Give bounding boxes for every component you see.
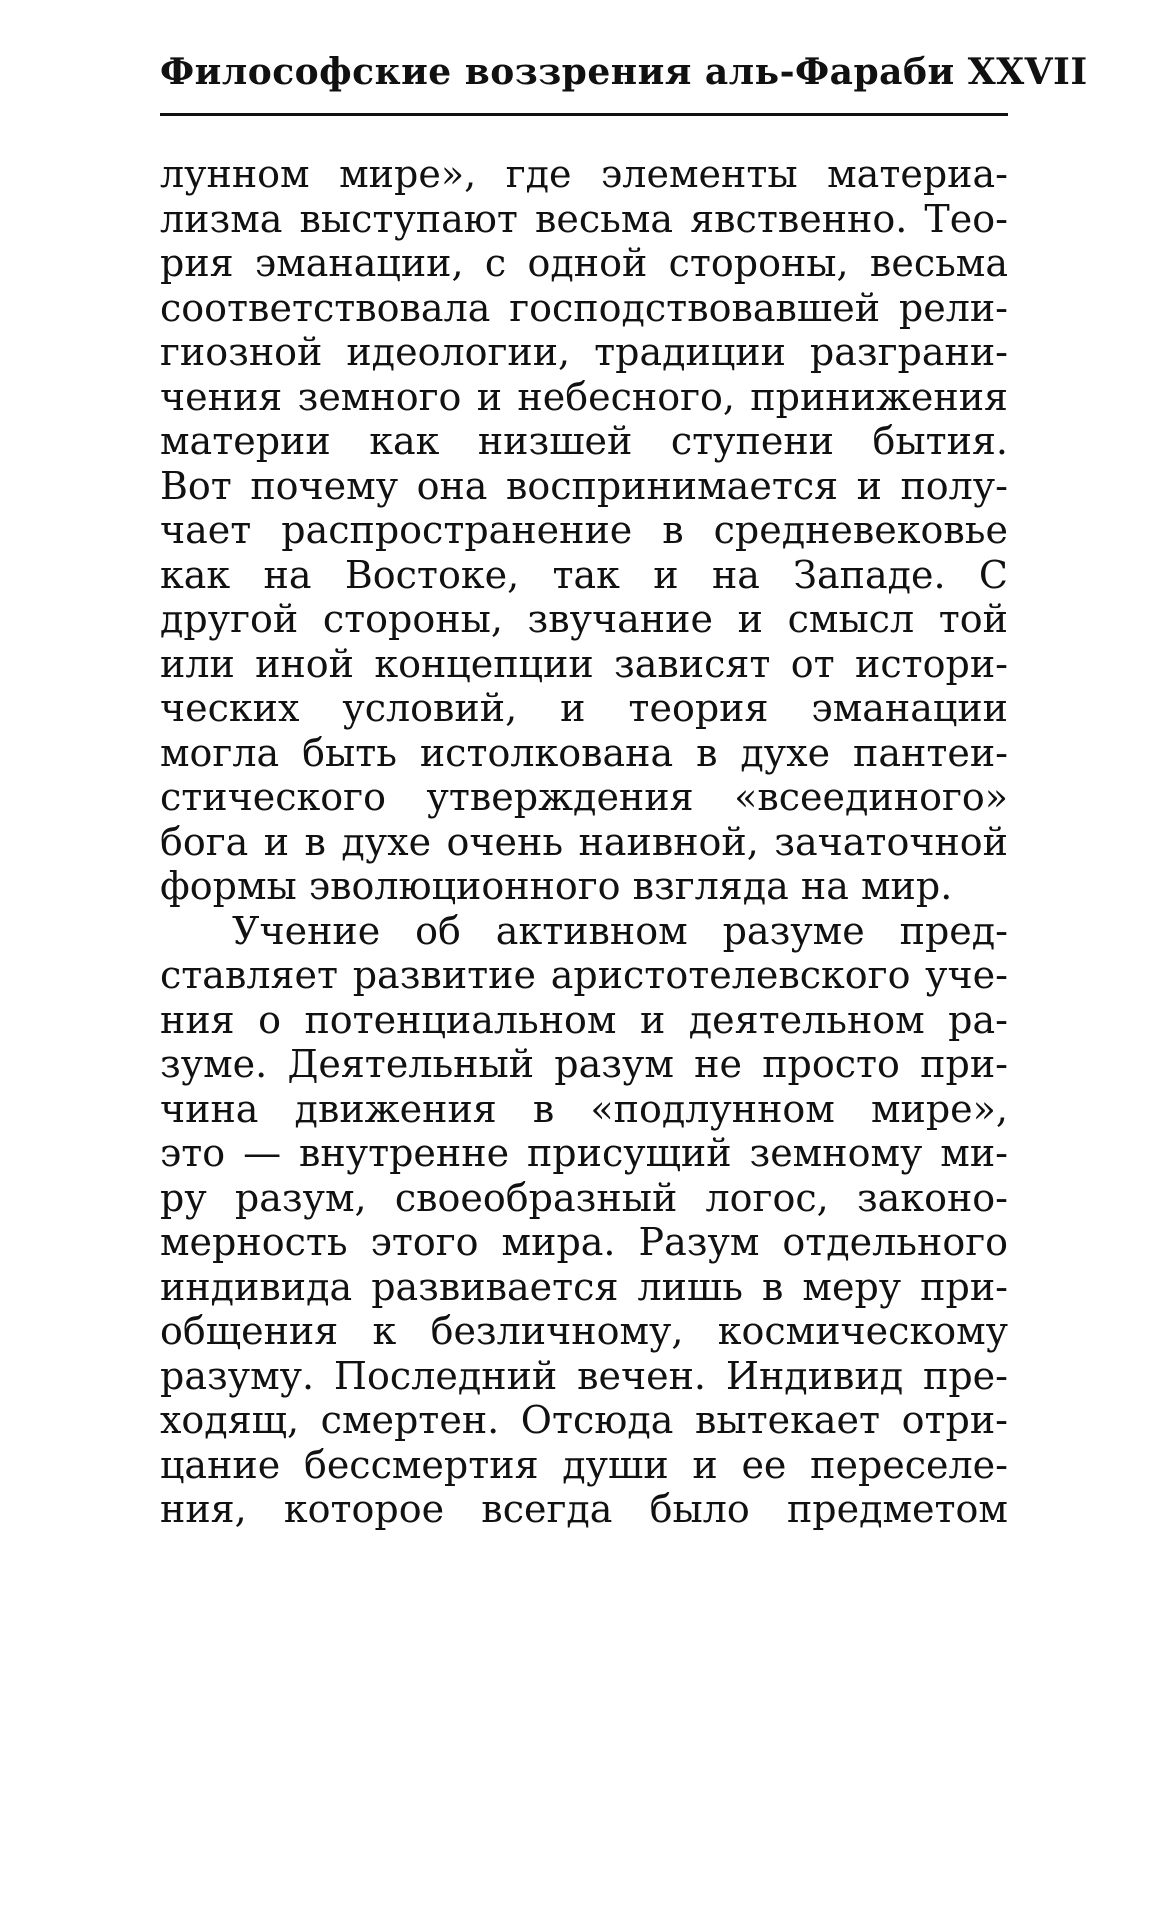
body-text — [160, 152, 1008, 1532]
text-line: гиозной идеологии, традиции разграни- — [160, 330, 1008, 374]
text-line: это — внутренне присущий земному ми- — [160, 1131, 1008, 1175]
text-line: стического утверждения «всеединого» — [160, 775, 1008, 819]
text-line: чает распространение в средневековье — [160, 508, 1008, 552]
text-line: материи как низшей ступени бытия. — [160, 419, 1008, 463]
text-line: цание бессмертия души и ее переселе- — [160, 1442, 1008, 1487]
text-line: общения к безличному, космическому — [160, 1309, 1008, 1353]
text-line: Вот почему она воспринимается и полу- — [160, 463, 1008, 508]
paragraph-first-line: Учение об активном разуме пред- — [232, 908, 1008, 953]
text-line: ческих условий, и теория эманации — [160, 686, 1008, 730]
text-line: рия эманации, с одной стороны, весьма — [160, 241, 1008, 285]
text-line: чина движения в «подлунном мире», — [160, 1086, 1008, 1131]
running-head — [160, 48, 1088, 96]
text-line: как на Востоке, так и на Западе. С — [160, 552, 1008, 597]
page-number: XXVII — [967, 51, 1088, 93]
text-line: лунном мире», где элементы материа- — [160, 152, 1008, 196]
text-line: другой стороны, звучание и смысл той — [160, 597, 1008, 641]
text-line: формы эволюционного взгляда на мир. — [160, 864, 953, 908]
text-line: могла быть истолкована в духе пантеи- — [160, 730, 1008, 775]
text-line: индивида развивается лишь в меру при- — [160, 1264, 1008, 1309]
text-line: ния, которое всегда было предметом — [160, 1487, 1008, 1531]
text-line: соответствовала господствовавшей рели- — [160, 285, 1008, 330]
header-rule — [160, 113, 1008, 116]
text-line: ставляет развитие аристотелевского уче- — [160, 953, 1008, 997]
text-line: чения земного и небесного, принижения — [160, 374, 1008, 419]
text-line: ходящ, смертен. Отсюда вытекает отри- — [160, 1398, 1008, 1442]
text-line: или иной концепции зависят от истори- — [160, 641, 1008, 686]
text-line: зуме. Деятельный разум не просто при- — [160, 1042, 1008, 1086]
text-line: ния о потенциальном и деятельном ра- — [160, 997, 1008, 1042]
text-line: ру разум, своеобразный логос, законо- — [160, 1175, 1008, 1220]
text-line: разуму. Последний вечен. Индивид пре- — [160, 1353, 1008, 1398]
text-line: мерность этого мира. Разум отдельного — [160, 1220, 1008, 1264]
text-line: бога и в духе очень наивной, зачаточной — [160, 819, 1008, 864]
text-line: лизма выступают весьма явственно. Тео- — [160, 196, 1008, 241]
running-title: Философские воззрения аль-Фараби — [160, 51, 955, 93]
